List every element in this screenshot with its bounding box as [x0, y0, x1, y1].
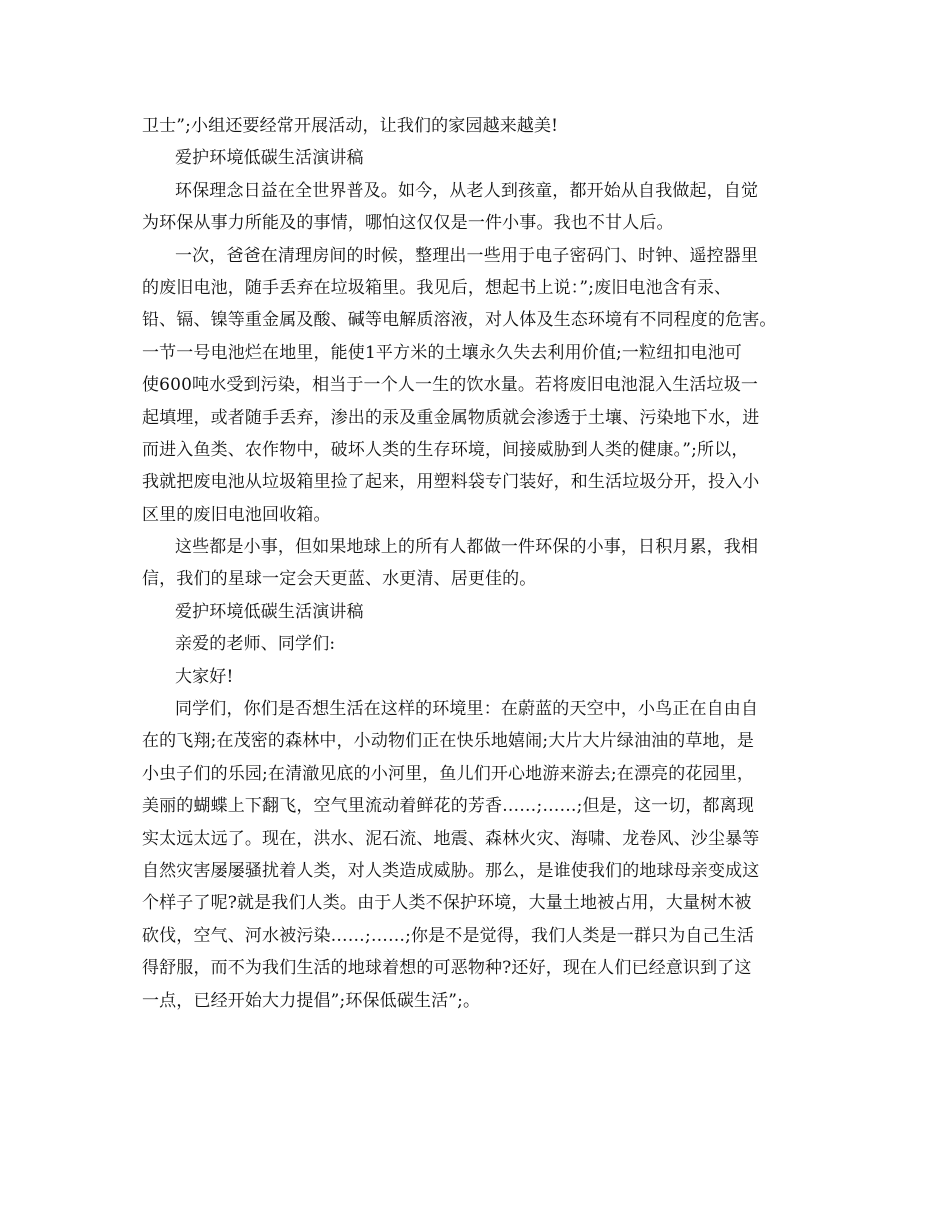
text-line: 同学们，你们是否想生活在这样的环境里：在蔚蓝的天空中，小鸟正在自由自: [175, 699, 759, 720]
text-line: 我就把废电池从垃圾箱里捡了起来，用塑料袋专门装好，和生活垃圾分开，投入小: [142, 472, 760, 493]
text-line: 爱护环境低碳生活演讲稿: [175, 601, 364, 622]
text-line: 美丽的蝴蝶上下翻飞，空气里流动着鲜花的芳香……;……;但是，这一切，都离现: [142, 796, 755, 817]
text-line: 一点，已经开始大力提倡”;环保低碳生活”;。: [142, 990, 481, 1011]
text-line: 在的飞翔;在茂密的森林中，小动物们正在快乐地嬉闹;大片大片绿油油的草地，是: [142, 731, 755, 752]
text-line: 卫士”;小组还要经常开展活动，让我们的家园越来越美!: [142, 116, 559, 136]
text-line: 实太远太远了。现在，洪水、泥石流、地震、森林火灾、海啸、龙卷风、沙尘暴等: [142, 828, 760, 849]
text-line: 这些都是小事，但如果地球上的所有人都做一件环保的小事，日积月累，我相: [175, 537, 759, 558]
text-line: 的废旧电池，随手丢弃在垃圾箱里。我见后，想起书上说：”;废旧电池含有汞、: [142, 277, 732, 298]
text-line: 使600吨水受到污染，相当于一个人一生的饮水量。若将废旧电池混入生活垃圾一: [142, 375, 758, 396]
text-line: 砍伐，空气、河水被污染……;……;你是不是觉得，我们人类是一群只为自己生活: [142, 925, 755, 946]
document-body: [142, 110, 818, 1017]
text-line: 亲爱的老师、同学们:: [175, 634, 336, 655]
text-line: 环保理念日益在全世界普及。如今，从老人到孩童，都开始从自我做起，自觉: [175, 180, 759, 201]
text-line: 铅、镉、镍等重金属及酸、碱等电解质溶液，对人体及生态环境有不同程度的危害。: [142, 310, 777, 331]
text-line: 信，我们的星球一定会天更蓝、水更清、居更佳的。: [142, 569, 537, 590]
text-line: 个样子了呢?就是我们人类。由于人类不保护环境，大量土地被占用，大量树木被: [142, 893, 752, 914]
text-line: 而进入鱼类、农作物中，破坏人类的生存环境，间接威胁到人类的健康。”;所以，: [142, 439, 749, 460]
text-line: 一次，爸爸在清理房间的时候，整理出一些用于电子密码门、时钟、遥控器里: [175, 245, 759, 266]
text-line: 得舒服，而不为我们生活的地球着想的可恶物种?还好，现在人们已经意识到了这: [142, 958, 752, 979]
text-line: 自然灾害屡屡骚扰着人类，对人类造成威胁。那么，是谁使我们的地球母亲变成这: [142, 860, 760, 881]
text-line: 爱护环境低碳生活演讲稿: [175, 148, 364, 169]
text-line: 小虫子们的乐园;在清澈见底的小河里，鱼儿们开心地游来游去;在漂亮的花园里，: [142, 763, 755, 784]
text-line: 为环保从事力所能及的事情，哪怕这仅仅是一件小事。我也不甘人后。: [142, 213, 674, 234]
text-line: 大家好!: [175, 666, 234, 687]
text-line: 一节一号电池烂在地里，能使1平方米的土壤永久失去利用价值;一粒纽扣电池可: [142, 342, 742, 363]
text-line: 起填埋，或者随手丢弃，渗出的汞及重金属物质就会渗透于土壤、污染地下水，进: [142, 407, 760, 428]
text-line: 区里的废旧电池回收箱。: [142, 504, 331, 525]
